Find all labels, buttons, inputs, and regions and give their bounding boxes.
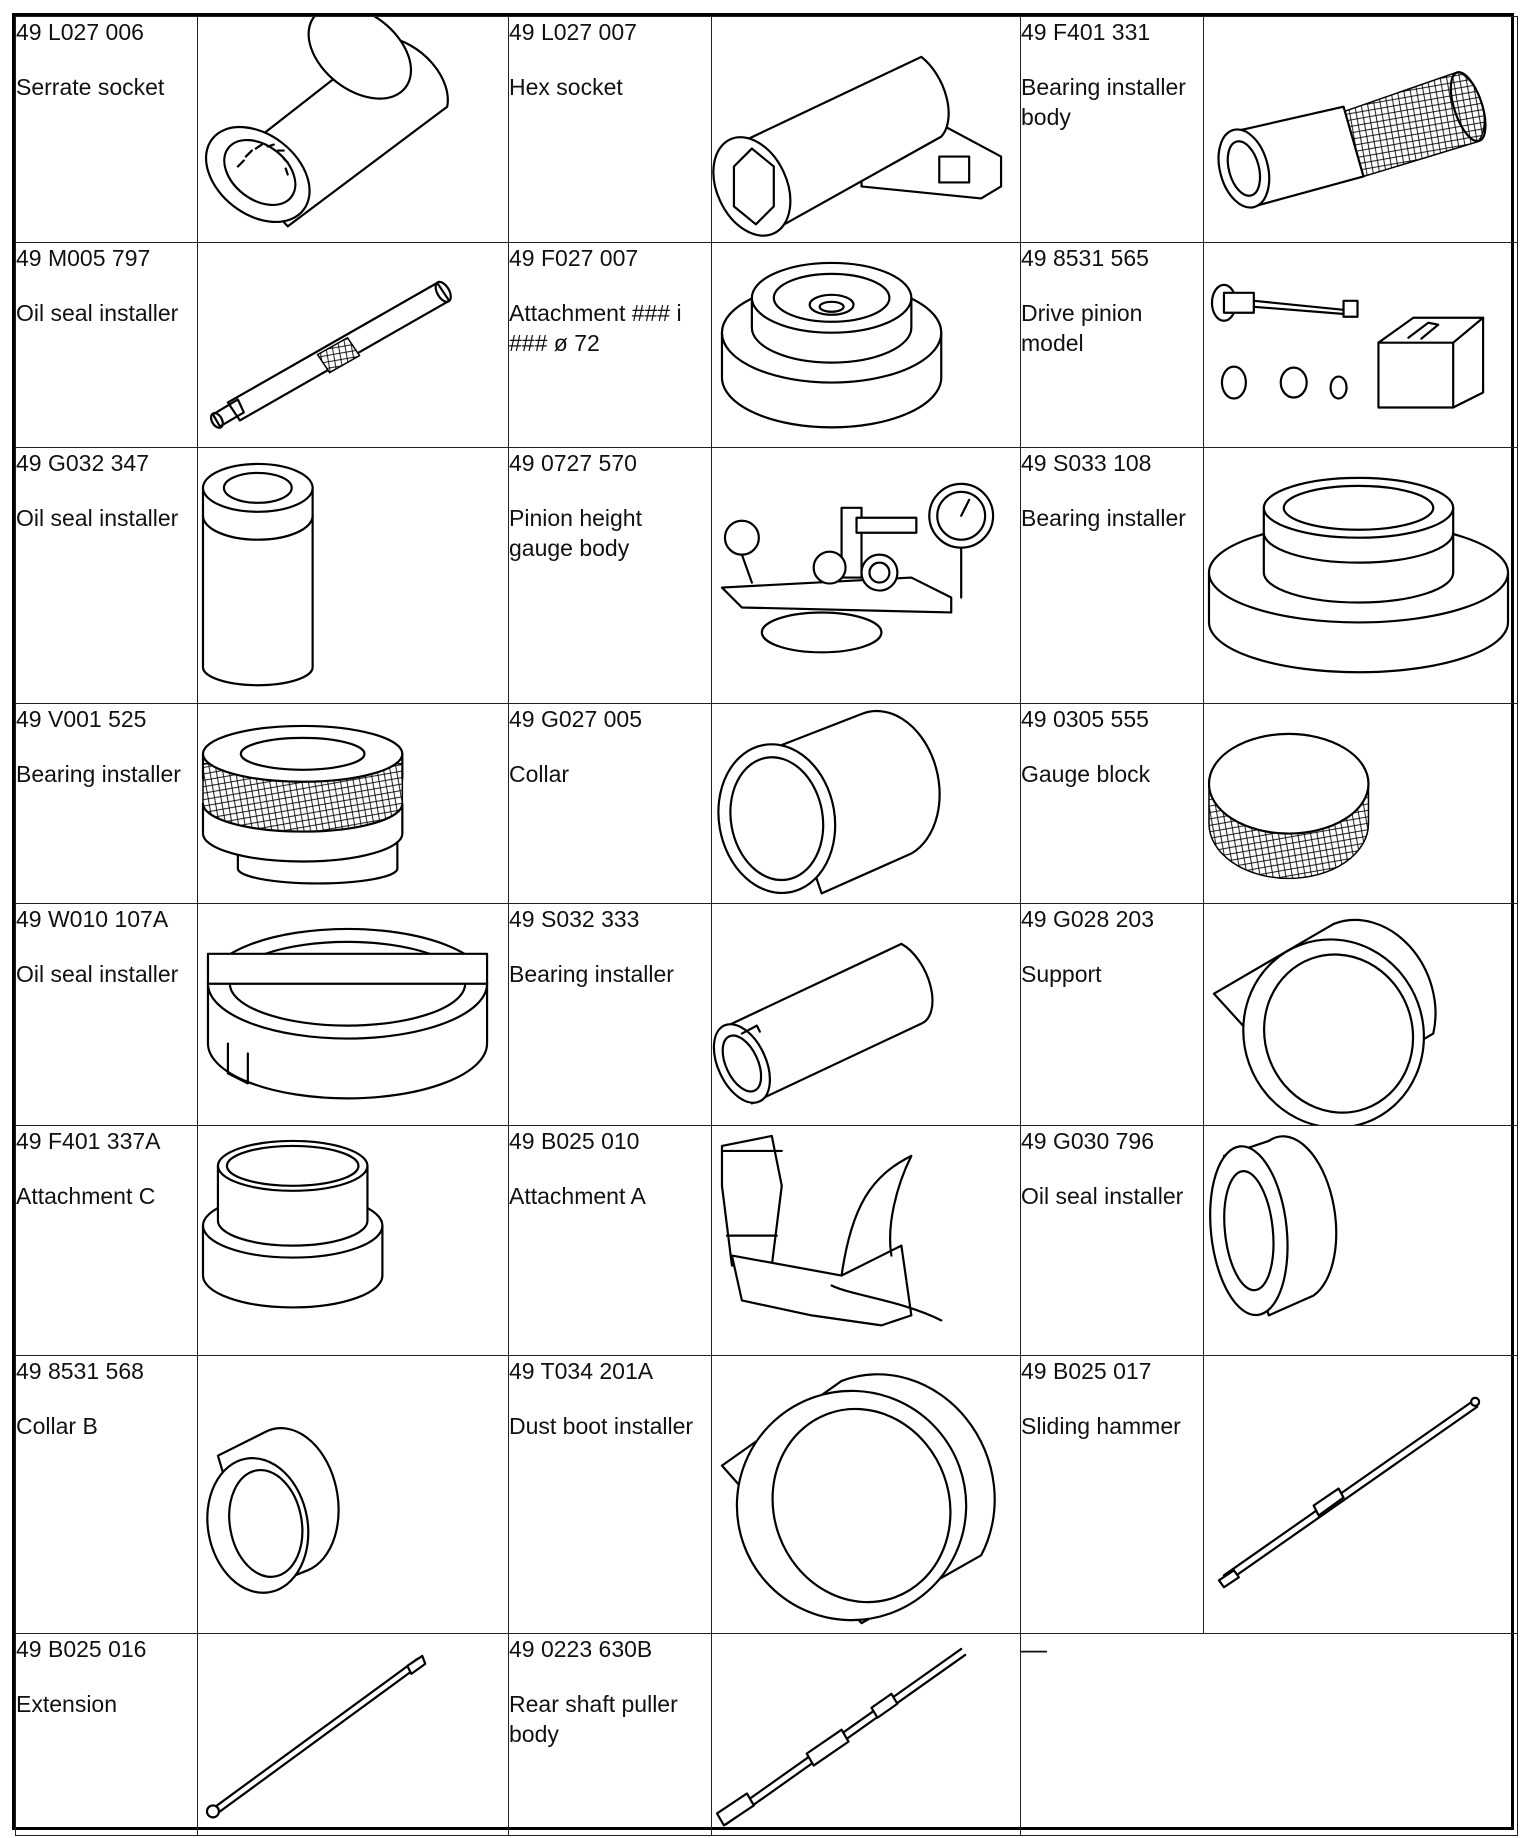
attachment-icon xyxy=(712,1126,1020,1354)
tool-name: Collar xyxy=(509,760,570,787)
rear-shaft-puller-icon xyxy=(712,1634,1020,1835)
tool-name: Oil seal installer xyxy=(1021,1183,1184,1210)
tool-name: Sliding hammer xyxy=(1021,1412,1181,1439)
part-number: 49 V001 525 xyxy=(16,705,147,732)
part-number: 49 L027 007 xyxy=(509,19,637,45)
tool-label xyxy=(16,1355,198,1633)
serrate-socket-icon xyxy=(198,17,508,242)
tool-name: Oil seal installer xyxy=(16,961,179,988)
tool-name: Bearing installer xyxy=(509,961,674,988)
special-tools-table xyxy=(12,13,1514,1830)
tool-label xyxy=(16,904,198,1126)
collar-icon xyxy=(712,704,1020,903)
part-number: 49 S032 333 xyxy=(509,906,640,933)
part-number: 49 F027 007 xyxy=(509,245,639,272)
part-number: 49 G027 005 xyxy=(509,705,643,732)
part-number: 49 S033 108 xyxy=(1021,449,1152,476)
sliding-hammer-icon xyxy=(1204,1356,1517,1633)
bearing-installer-icon xyxy=(198,704,508,903)
gauge-block-icon xyxy=(1204,704,1517,903)
tool-image xyxy=(712,243,1021,447)
tool-label xyxy=(16,447,198,703)
tool-image xyxy=(712,447,1021,703)
collar-icon xyxy=(198,1356,508,1633)
tool-image xyxy=(712,904,1021,1126)
part-number: 49 W010 107A xyxy=(16,906,169,933)
attachment-icon xyxy=(712,243,1020,446)
part-number: 49 0305 555 xyxy=(1021,705,1149,732)
tool-name: Attachment C xyxy=(16,1183,156,1210)
tool-name: Pinion height gauge body xyxy=(509,504,642,561)
tool-label xyxy=(509,1355,712,1633)
oil-seal-installer-icon xyxy=(1204,1126,1517,1354)
extension-icon xyxy=(198,1634,508,1835)
tool-image xyxy=(1204,447,1518,703)
part-number: 49 8531 565 xyxy=(1021,245,1149,272)
tool-label xyxy=(509,703,712,903)
tool-image xyxy=(1204,17,1518,243)
part-number: 49 B025 010 xyxy=(509,1128,640,1155)
tool-label xyxy=(16,243,198,447)
tool-label xyxy=(509,904,712,1126)
tool-image xyxy=(1204,1355,1518,1633)
tool-label xyxy=(1021,703,1204,903)
tool-image xyxy=(198,1355,509,1633)
part-number: 49 0727 570 xyxy=(509,449,637,476)
tool-name: Bearing installer body xyxy=(1021,74,1186,130)
bearing-installer-icon xyxy=(712,904,1020,1125)
tool-label xyxy=(509,447,712,703)
oil-seal-installer-icon xyxy=(198,448,508,703)
part-number: 49 B025 017 xyxy=(1021,1357,1152,1384)
tool-name: Serrate socket xyxy=(16,74,165,100)
part-number: 49 8531 568 xyxy=(16,1357,144,1384)
tool-image xyxy=(1204,1126,1518,1355)
part-number: 49 G028 203 xyxy=(1021,906,1155,933)
tool-image xyxy=(198,1126,509,1355)
tool-name: Drive pinion model xyxy=(1021,300,1143,357)
tool-image xyxy=(712,1633,1021,1835)
tool-image xyxy=(712,703,1021,903)
tool-label xyxy=(1021,1355,1204,1633)
tool-name: Oil seal installer xyxy=(16,504,179,531)
part-number: 49 0223 630B xyxy=(509,1635,653,1662)
oil-seal-installer-icon xyxy=(198,243,508,446)
drive-pinion-model-icon xyxy=(1204,243,1517,446)
tool-label xyxy=(509,243,712,447)
oil-seal-installer-icon xyxy=(198,904,508,1125)
dust-boot-installer-icon xyxy=(712,1356,1020,1633)
tool-image xyxy=(1204,243,1518,447)
tool-name: Attachment ### i ### ø 72 xyxy=(509,300,682,357)
tool-label xyxy=(1021,243,1204,447)
tool-label xyxy=(1021,904,1204,1126)
tool-name: Rear shaft puller body xyxy=(509,1690,678,1747)
part-number: 49 M005 797 xyxy=(16,245,151,272)
tool-name: Hex socket xyxy=(509,74,623,100)
tool-name: Oil seal installer xyxy=(16,300,179,327)
tool-image xyxy=(198,904,509,1126)
part-number: 49 B025 016 xyxy=(16,1635,147,1662)
tool-name: Gauge block xyxy=(1021,760,1151,787)
tool-image xyxy=(198,243,509,447)
tool-name: Support xyxy=(1021,961,1102,988)
attachment-icon xyxy=(198,1126,508,1354)
tool-image xyxy=(198,1633,509,1835)
tool-label xyxy=(509,1126,712,1355)
part-number: 49 F401 337A xyxy=(16,1128,161,1155)
tool-name: Collar B xyxy=(16,1412,98,1439)
tool-name: Extension xyxy=(16,1690,118,1717)
tool-label xyxy=(1021,447,1204,703)
tool-image xyxy=(198,17,509,243)
tool-image xyxy=(712,1355,1021,1633)
part-number: 49 F401 331 xyxy=(1021,19,1151,45)
tool-name: Attachment A xyxy=(509,1183,646,1210)
tool-image xyxy=(1204,703,1518,903)
tool-label xyxy=(509,17,712,243)
hex-socket-icon xyxy=(712,17,1020,242)
part-number: 49 L027 006 xyxy=(16,19,144,45)
tool-image xyxy=(198,447,509,703)
part-number: 49 G030 796 xyxy=(1021,1128,1155,1155)
tool-label xyxy=(16,703,198,903)
pinion-height-gauge-icon xyxy=(712,448,1020,703)
tool-name: Bearing installer xyxy=(16,760,181,787)
tool-label xyxy=(16,17,198,243)
tool-image xyxy=(198,703,509,903)
bearing-installer-body-icon xyxy=(1204,17,1517,242)
tool-label xyxy=(16,1633,198,1835)
part-number: 49 G032 347 xyxy=(16,449,150,476)
tool-name: Bearing installer xyxy=(1021,504,1186,531)
tool-image xyxy=(1204,904,1518,1126)
tool-image xyxy=(712,1126,1021,1355)
support-icon xyxy=(1204,904,1517,1125)
empty-cell: — xyxy=(1021,1633,1518,1835)
tool-label xyxy=(1021,1126,1204,1355)
bearing-installer-icon xyxy=(1204,448,1517,703)
tool-image xyxy=(712,17,1021,243)
tool-label xyxy=(16,1126,198,1355)
part-number: 49 T034 201A xyxy=(509,1357,654,1384)
tool-label xyxy=(1021,17,1204,243)
tool-name: Dust boot installer xyxy=(509,1412,694,1439)
tool-label xyxy=(509,1633,712,1835)
